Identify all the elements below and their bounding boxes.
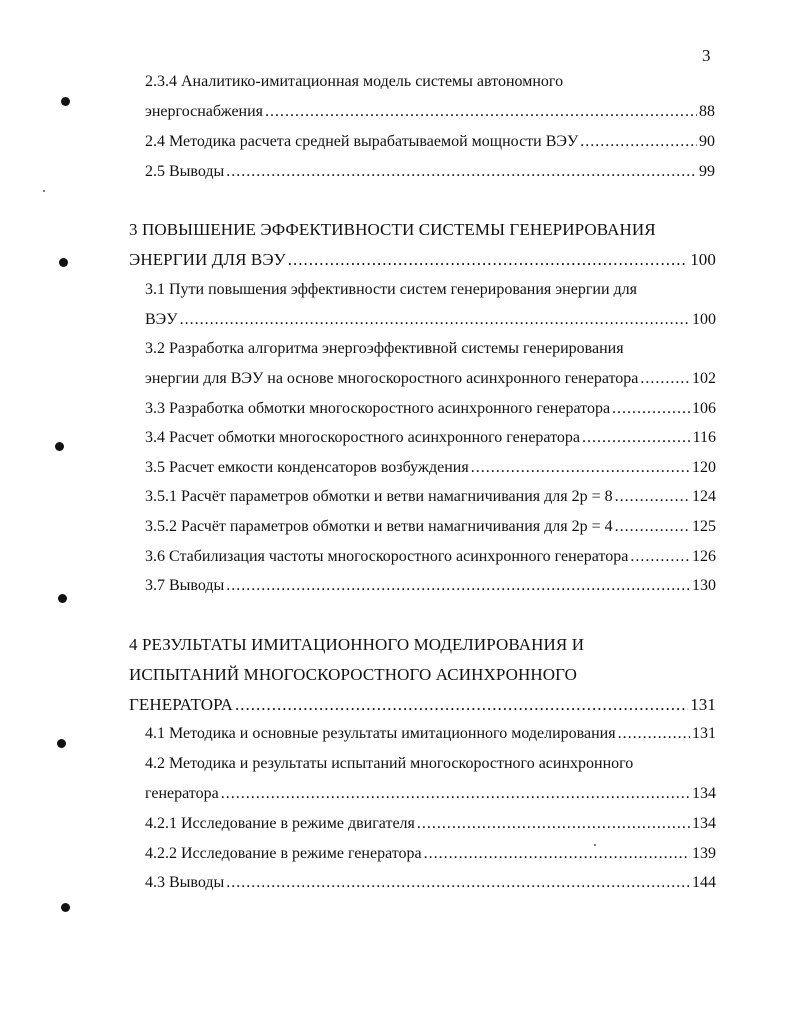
dot-leader <box>226 161 697 183</box>
toc-entry-page: 124 <box>692 488 716 505</box>
toc-entry-label: 2.5 Выводы <box>145 163 225 180</box>
toc-entry-page: 116 <box>692 429 716 446</box>
toc-entry <box>145 398 716 420</box>
toc-entry-label: 3.3 Разработка обмотки многоскоростного асинхронного генератора <box>145 400 611 417</box>
toc-entry-label: ВЭУ <box>145 311 178 328</box>
toc-entry-label: 3.5.2 Расчёт параметров обмотки и ветви намагничивания для 2р = 4 <box>145 518 613 535</box>
dot-leader <box>580 131 697 153</box>
toc-entry-page: 144 <box>692 874 716 891</box>
toc-entry-label: 2.4 Методика расчета средней вырабатываемой мощности ВЭУ <box>145 133 579 150</box>
toc-entry-page: 134 <box>692 815 716 832</box>
toc-entry-label: энергии для ВЭУ на основе многоскоростного асинхронного генератора <box>145 370 639 387</box>
dot-leader <box>424 843 690 865</box>
toc-entry-label: 3.7 Выводы <box>145 577 225 594</box>
dot-leader <box>618 723 690 745</box>
punch-hole-mark <box>61 903 70 912</box>
dot-leader <box>235 694 688 716</box>
toc-entry-label: 4.3 Выводы <box>145 874 225 891</box>
toc-entry <box>145 131 715 153</box>
toc-entry <box>145 546 716 568</box>
toc-entry-page: 100 <box>692 311 716 328</box>
punch-hole-mark <box>58 594 67 603</box>
toc-entry <box>145 575 716 597</box>
dot-leader <box>471 457 690 479</box>
toc-entry <box>145 161 715 183</box>
toc-entry-page: 100 <box>690 250 716 269</box>
toc-entry-page: 106 <box>692 400 716 417</box>
toc-entry-label: 3.4 Расчет обмотки многоскоростного асинхронного генератора <box>145 429 580 446</box>
toc-entry-label-line: 4.2 Методика и результаты испытаний многоскоростного асинхронного <box>145 755 634 772</box>
dot-leader <box>265 101 697 123</box>
dot-leader <box>226 872 690 894</box>
dot-leader <box>630 546 690 568</box>
toc-entry <box>145 843 716 865</box>
dot-leader <box>612 398 690 420</box>
dot-leader <box>288 249 688 271</box>
toc-entry-label-line: 3.1 Пути повышения эффективности систем генерирования энергии для <box>145 281 637 298</box>
toc-entry-label: ГЕНЕРАТОРА <box>129 695 233 714</box>
toc-entry <box>145 783 716 805</box>
toc-entry-label: 4.2.1 Исследование в режиме двигателя <box>145 815 415 832</box>
toc-entry-page: 130 <box>692 577 716 594</box>
toc-entry-label: 4.2.2 Исследование в режиме генератора <box>145 845 422 862</box>
toc-entry-page: 88 <box>699 103 715 120</box>
page-number: 3 <box>702 46 711 65</box>
toc-entry <box>145 101 715 123</box>
chapter-heading-line: 4 РЕЗУЛЬТАТЫ ИМИТАЦИОННОГО МОДЕЛИРОВАНИЯ И <box>129 635 585 654</box>
toc-entry <box>129 249 716 271</box>
toc-entry-label-line: 3.2 Разработка алгоритма энергоэффективной системы генерирования <box>145 340 624 357</box>
toc-entry-label: генератора <box>145 785 219 802</box>
toc-entry-page: 99 <box>699 163 715 180</box>
toc-entry-label: ЭНЕРГИИ ДЛЯ ВЭУ <box>129 250 286 269</box>
toc-entry <box>145 427 716 449</box>
toc-entry-page: 90 <box>699 133 715 150</box>
toc-entry-label: 4.1 Методика и основные результаты имитационного моделирования <box>145 725 616 742</box>
toc-entry-label-line: 2.3.4 Аналитико-имитационная модель системы автономного <box>145 73 564 90</box>
toc-entry-page: 134 <box>692 785 716 802</box>
toc-entry <box>145 813 716 835</box>
punch-hole-mark <box>61 97 70 106</box>
scan-speck <box>43 190 45 192</box>
dot-leader <box>180 309 690 331</box>
toc-entry-label: 3.5.1 Расчёт параметров обмотки и ветви намагничивания для 2р = 8 <box>145 488 613 505</box>
toc-entry-page: 139 <box>692 845 716 862</box>
chapter-heading-line: 3 ПОВЫШЕНИЕ ЭФФЕКТИВНОСТИ СИСТЕМЫ ГЕНЕРИРОВАНИЯ <box>129 220 656 239</box>
toc-entry-page: 131 <box>690 695 716 714</box>
toc-entry <box>145 309 716 331</box>
punch-hole-mark <box>55 442 64 451</box>
dot-leader <box>640 368 690 390</box>
dot-leader <box>582 427 691 449</box>
toc-entry-page: 120 <box>692 459 716 476</box>
toc-entry <box>145 872 716 894</box>
toc-entry-page: 131 <box>692 725 716 742</box>
toc-entry <box>145 368 716 390</box>
toc-entry-page: 125 <box>692 518 716 535</box>
toc-entry <box>145 457 716 479</box>
toc-entry <box>129 694 716 716</box>
toc-entry-page: 126 <box>692 548 716 565</box>
punch-hole-mark <box>57 739 66 748</box>
toc-entry <box>145 486 716 508</box>
toc-entry-label: энергоснабжения <box>145 103 264 120</box>
toc-entry-page: 102 <box>692 370 716 387</box>
dot-leader <box>417 813 690 835</box>
dot-leader <box>226 575 690 597</box>
toc-entry <box>145 723 716 745</box>
dot-leader <box>221 783 690 805</box>
dot-leader <box>615 516 690 538</box>
punch-hole-mark <box>59 258 68 267</box>
dot-leader <box>615 486 690 508</box>
toc-entry <box>145 516 716 538</box>
toc-entry-label: 3.6 Стабилизация частоты многоскоростного асинхронного генератора <box>145 548 629 565</box>
toc-entry-label: 3.5 Расчет емкости конденсаторов возбуждения <box>145 459 469 476</box>
chapter-heading-line: ИСПЫТАНИЙ МНОГОСКОРОСТНОГО АСИНХРОННОГО <box>129 665 578 684</box>
